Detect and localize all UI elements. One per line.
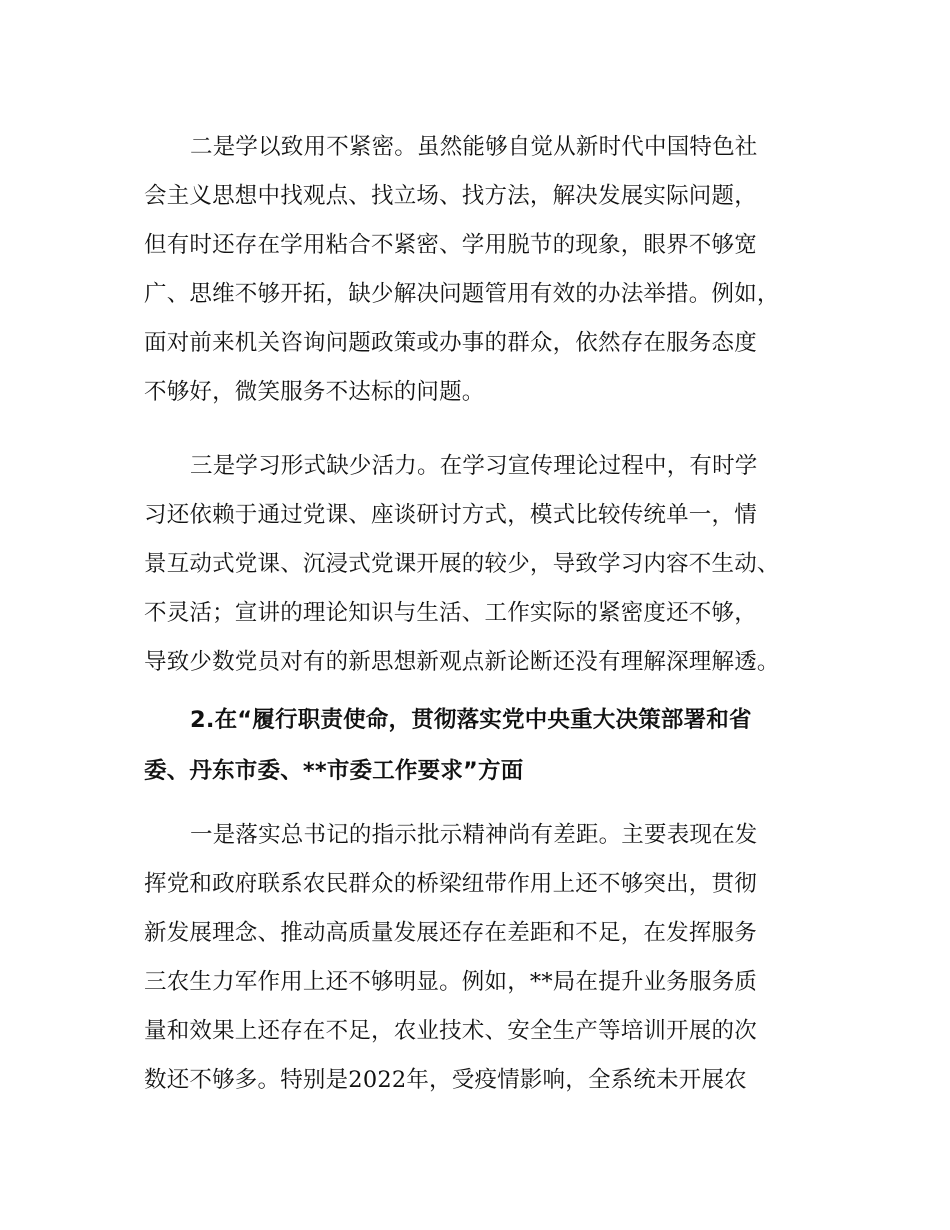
text-line: 不灵活；宣讲的理论知识与生活、工作实际的紧密度还不够， [144, 600, 757, 626]
text-line: 习还依赖于通过党课、座谈研讨方式，模式比较传统单一，情 [144, 502, 757, 528]
text-line: 不够好，微笑服务不达标的问题。 [144, 379, 485, 405]
text-line: 导致少数党员对有的新思想新观点新论断还没有理解深理解透。 [144, 649, 780, 675]
text-line: 一是落实总书记的指示批示精神尚有差距。主要表现在发 [190, 822, 758, 848]
text-line: 广、思维不够开拓，缺少解决问题管用有效的办法举措。例如， [144, 281, 780, 307]
text-line: 二是学以致用不紧密。虽然能够自觉从新时代中国特色社 [190, 134, 758, 160]
paragraph-instructions-implementation [144, 811, 834, 1105]
text-line: 但有时还存在学用粘合不紧密、学用脱节的现象，眼界不够宽 [144, 232, 757, 258]
text-line: 三农生力军作用上还不够明显。例如，**局在提升业务服务质 [144, 969, 758, 995]
section-heading [144, 695, 834, 797]
paragraph-learning-application [144, 123, 834, 417]
text-line: 景互动式党课、沉浸式党课开展的较少，导致学习内容不生动、 [144, 551, 780, 577]
text-line: 新发展理念、推动高质量发展还存在差距和不足，在发挥服务 [144, 920, 757, 946]
text-line: 会主义思想中找观点、找立场、找方法，解决发展实际问题， [144, 183, 757, 209]
text-line: 量和效果上还存在不足，农业技术、安全生产等培训开展的次 [144, 1018, 757, 1044]
text-line: 数还不够多。特别是2022年，受疫情影响，全系统未开展农 [144, 1067, 747, 1093]
text-line: 面对前来机关咨询问题政策或办事的群众，依然存在服务态度 [144, 330, 757, 356]
heading-line: 2.在“履行职责使命，贯彻落实党中央重大决策部署和省 [190, 707, 752, 733]
text-line: 挥党和政府联系农民群众的桥梁纽带作用上还不够突出，贯彻 [144, 871, 757, 897]
paragraph-learning-format [144, 442, 834, 687]
text-line: 三是学习形式缺少活力。在学习宣传理论过程中，有时学 [190, 453, 758, 479]
heading-line: 委、丹东市委、**市委工作要求”方面 [144, 758, 524, 784]
